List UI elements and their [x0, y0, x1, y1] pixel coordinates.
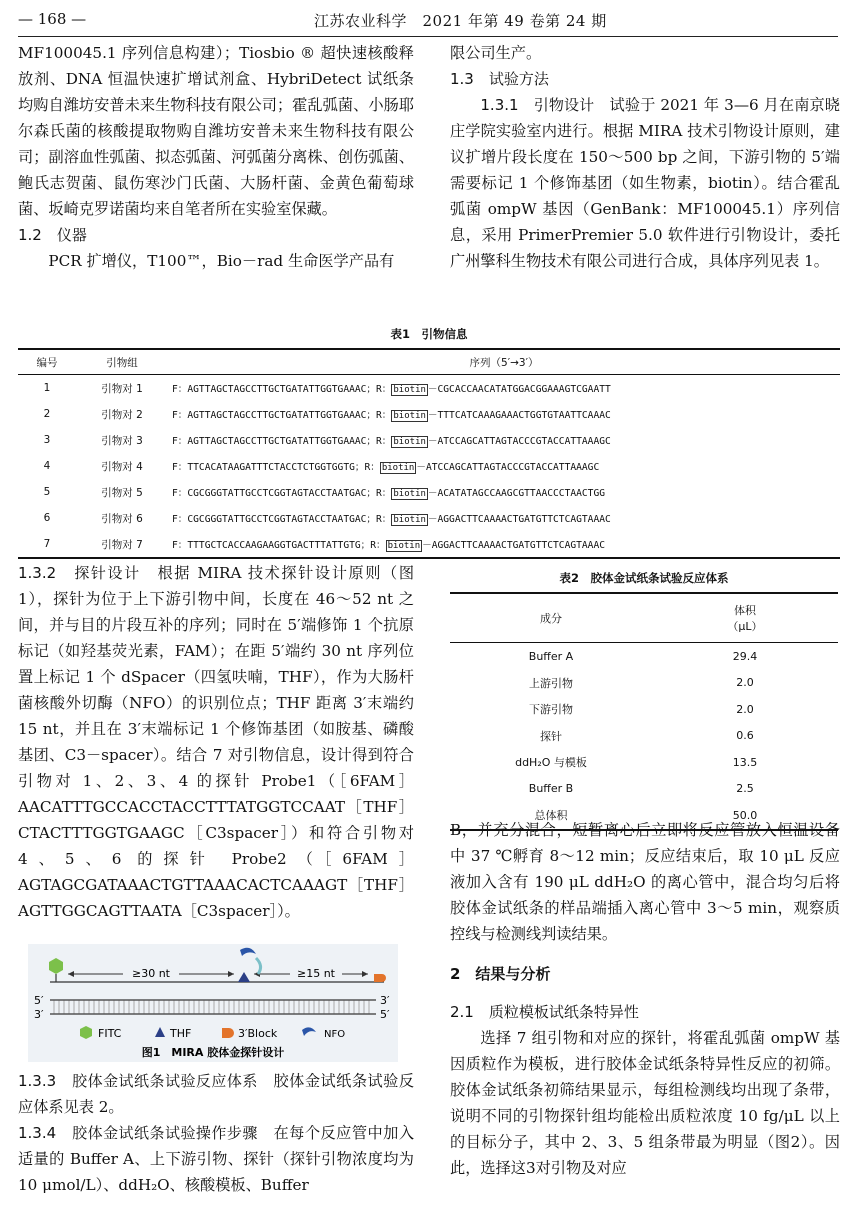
left-column-top — [18, 40, 414, 274]
primer-sequence — [168, 453, 840, 479]
table-row — [450, 696, 838, 723]
materials-paragraph: MF100045.1 序列信息构建）；Tiosbio ® 超快速核酸释放剂、DNA 恒温快速扩增试剂盒、HybriDetect 试纸条均购自潍坊安普未来生物科技有限公司；霍乱弧菌、小肠耶尔森氏菌的核酸提取物购自潍坊安普未来生物科技有限公司；副溶血性弧菌、拟态弧菌、河弧菌分离株、创伤弧菌、鲍氏志贺菌、鼠伤寒沙门氏菌、大肠杆菌、金黄色葡萄球菌、坂崎克罗诺菌均来自笔者所在实验室保藏。 — [18, 44, 414, 218]
table-row — [18, 401, 840, 427]
legend-nfo: NFO — [324, 1029, 346, 1040]
biotin-tag: biotin — [393, 411, 426, 421]
primer-sequence — [168, 427, 840, 453]
end-5-top: 5′ — [34, 994, 44, 1007]
reverse-primer: －CGCACCAACATATGGACGGAAAGTCGAATT — [427, 384, 611, 395]
reverse-primer: －ACATATAGCCAAGCGTTAACCCTAACTGG — [427, 488, 606, 499]
end-3-bottom: 3′ — [34, 1008, 44, 1021]
primer-no: 3 — [43, 434, 51, 446]
component-name: 下游引物 — [529, 703, 573, 717]
right-column-top — [450, 40, 840, 274]
forward-primer: F：TTCACATAAGATTTCTACCTCTGGTGGTG；R： — [172, 462, 380, 473]
table-row — [450, 643, 838, 670]
legend-fitc: FITC — [98, 1027, 122, 1040]
left-column-bottom — [18, 1068, 414, 1198]
component-name: 总体积 — [450, 802, 652, 830]
section-1-3-3-heading: 1.3.3 胶体金试纸条试验反应体系 — [18, 1072, 258, 1090]
component-volume: 29.4 — [732, 649, 758, 663]
forward-primer: F：AGTTAGCTAGCCTTGCTGATATTGGTGAAAC；R： — [172, 384, 392, 395]
primer-no: 6 — [43, 512, 51, 524]
table2-caption: 表2 胶体金试纸条试验反应体系 — [559, 571, 729, 585]
component-name: Buffer B — [528, 782, 574, 796]
operation-paragraph: 在每个反应管中加入适量的 Buffer A、上下游引物、探针（探针引物浓度均为 10 μmol/L）、ddH₂O、核酸模板、Buffer — [18, 1124, 415, 1194]
end-3-top: 3′ — [380, 994, 390, 1007]
reverse-primer: －AGGACTTCAAAACTGATGTTCTCAGTAAAC — [422, 540, 606, 551]
primer-no: 2 — [43, 408, 51, 420]
figure1-caption: 图1 MIRA 胶体金探针设计 — [141, 1046, 285, 1059]
legend-thf: THF — [170, 1027, 192, 1040]
table-row — [18, 453, 840, 479]
table1-header-group: 引物组 — [76, 349, 168, 375]
primer-no: 5 — [43, 486, 51, 498]
operation-paragraph-cont: B，并充分混合，短暂离心后立即将反应管放入恒温设备中 37 ℃孵育 8～12 min；反应结束后，取 10 μL 反应液加入含有 190 μL ddH₂O 的离心管中，混合均匀后将胶体金试纸条的样品端插入离心管中 3～5 min，观察质控线与检测线判读结果。 — [450, 821, 840, 943]
legend-block: 3′Block — [238, 1027, 278, 1040]
section-1-3-heading: 1.3 试验方法 — [450, 70, 549, 88]
biotin-tag: biotin — [393, 385, 426, 395]
right-column-bottom — [450, 817, 840, 1181]
primer-sequence — [168, 531, 840, 558]
forward-primer: F：CGCGGGTATTGCCTCGGTAGTACCTAATGAC；R： — [172, 514, 392, 525]
biotin-tag: biotin — [393, 489, 426, 499]
reverse-primer: －TTTCATCAAAGAAACTGGTGTAATTCAAAC — [427, 410, 611, 421]
probe-design-diagram — [28, 944, 398, 1062]
table-row — [18, 427, 840, 453]
table-row — [450, 776, 838, 803]
reverse-primer: －ATCCAGCATTAGTACCCGTACCATTAAAGC — [427, 436, 611, 447]
table1-header-no: 编号 — [18, 349, 76, 375]
left-column-middle — [18, 560, 414, 924]
table2-header-component: 成分 — [450, 593, 652, 643]
primer-group: 引物对 7 — [76, 531, 168, 558]
journal-title: 江苏农业科学 2021 年第 49 卷第 24 期 — [314, 12, 607, 30]
primer-group: 引物对 6 — [101, 512, 143, 525]
component-volume: 2.5 — [736, 782, 754, 796]
reverse-primer: －ATCCAGCATTAGTACCCGTACCATTAAAGC — [416, 462, 600, 473]
left-length-label: ≥30 nt — [132, 967, 170, 980]
probe-design-paragraph: 根据 MIRA 技术探针设计原则（图1），探针为位于上下游引物中间，长度在 46～52 nt 之间，并与目的片段互补的序列；同时在 5′端修饰 1 个抗原标记（如羟基荧光素，FAM）；在距 5′端约 30 nt 序列位置上标记 1 个 dSpacer（四氢呋喃，THF），作为大肠杆菌核酸外切酶（NFO）的识别位点；THF 距离 3′末端约 15 nt，并且在 3′末端标记 1 个修饰基团（如胺基、磷酸基团、C3－spacer）。结合 7 对引物信息，设计得到符合引物对 1、2、3、4 的探针 Probe1（［6FAM］AACATTTGCCACCTACCTTTATGGTCCAAT［THF］CTACTTTGGTGAAGC［C3spacer］）和符合引物对 4、5、6 的探针 Probe2（［6FAM］AGTAGCGATAAACTGTTAAACACTCAAAGT［THF］AGTTGGCAGTTAATA［C3spacer］）。 — [18, 564, 415, 920]
block-marker — [374, 974, 386, 982]
biotin-tag: biotin — [387, 541, 421, 551]
legend-block-icon — [222, 1028, 234, 1038]
table-row — [18, 479, 840, 505]
component-volume: 0.6 — [736, 729, 754, 743]
component-volume: 2.0 — [736, 676, 754, 690]
section-1-2-heading: 1.2 仪器 — [18, 226, 87, 244]
reverse-primer: －AGGACTTCAAAACTGATGTTCTCAGTAAAC — [427, 514, 611, 525]
forward-primer: F：AGTTAGCTAGCCTTGCTGATATTGGTGAAAC；R： — [172, 436, 392, 447]
right-length-label: ≥15 nt — [297, 967, 335, 980]
forward-primer: F：CGCGGGTATTGCCTCGGTAGTACCTAATGAC；R： — [172, 488, 392, 499]
section-1-3-1-heading: 1.3.1 引物设计 — [480, 96, 595, 114]
section-2-1-heading: 2.1 质粒模板试纸条特异性 — [450, 1003, 639, 1021]
header-rule — [18, 36, 838, 37]
reaction-table — [450, 592, 838, 831]
table1-caption: 表1 引物信息 — [390, 327, 468, 341]
figure1 — [28, 944, 398, 1062]
page-header — [18, 6, 838, 34]
forward-primer: F：TTTGCTCACCAAGAAGGTGACTTTATTGTG；R： — [172, 540, 386, 551]
biotin-tag: biotin — [393, 515, 426, 525]
biotin-tag: biotin — [381, 463, 415, 473]
table-row — [18, 531, 840, 558]
instrument-paragraph: PCR 扩增仪，T100™，Bio－rad 生命医学产品有 — [48, 252, 395, 270]
table-row — [450, 670, 838, 697]
primer-group: 引物对 5 — [101, 486, 143, 499]
component-volume: 13.5 — [732, 755, 758, 769]
primer-design-paragraph: 试验于 2021 年 3—6 月在南京晓庄学院实验室内进行。根据 MIRA 技术引物设计原则，建议扩增片段长度在 150～500 bp 之间，下游引物的 5′端需要标记 1 个修饰基团（如生物素，biotin）。结合霍乱弧菌 ompW 基因（GenBank：MF100045.1）序列信息，采用 PrimerPremier 5.0 软件进行引物设计，委托广州擎科生物技术有限公司进行合成，具体序列见表 1。 — [450, 96, 840, 270]
primer-no: 1 — [43, 382, 51, 394]
primer-group: 引物对 2 — [101, 408, 143, 421]
primer-sequence — [168, 401, 840, 427]
primer-no: 4 — [43, 460, 51, 472]
primer-no: 7 — [18, 531, 76, 558]
component-name: Buffer A — [528, 649, 574, 663]
component-volume: 2.0 — [736, 702, 754, 716]
primer-sequence — [168, 375, 840, 402]
end-5-bottom: 5′ — [380, 1008, 390, 1021]
section-1-3-2-heading: 1.3.2 探针设计 — [18, 564, 141, 582]
biotin-tag: biotin — [393, 437, 426, 447]
right-continuation: 限公司生产。 — [450, 44, 542, 62]
table-row — [450, 749, 838, 776]
table2-header-unit: （μL） — [727, 620, 763, 633]
component-volume: 50.0 — [652, 802, 838, 830]
component-name: 上游引物 — [529, 676, 573, 690]
primer-sequence — [168, 479, 840, 505]
primer-sequence — [168, 505, 840, 531]
component-name: 探针 — [540, 729, 562, 743]
table2-header-volume — [652, 593, 838, 643]
table-row — [18, 375, 840, 402]
primer-group: 引物对 3 — [101, 434, 143, 447]
forward-primer: F：AGTTAGCTAGCCTTGCTGATATTGGTGAAAC；R： — [172, 410, 392, 421]
table1-header-seq: 序列（5′→3′） — [168, 349, 840, 375]
section-1-3-4-heading: 1.3.4 胶体金试纸条试验操作步骤 — [18, 1124, 258, 1142]
primer-group: 引物对 4 — [101, 460, 143, 473]
table-row — [18, 505, 840, 531]
primer-table — [18, 348, 840, 559]
component-name: ddH₂O 与模板 — [515, 756, 587, 770]
primer-group: 引物对 1 — [101, 382, 143, 395]
table2-header-vol: 体积 — [734, 604, 756, 617]
page-number: — 168 — — [18, 10, 87, 28]
table-row — [450, 723, 838, 750]
section-2-heading: 2 结果与分析 — [450, 965, 551, 983]
results-paragraph: 选择 7 组引物和对应的探针，将霍乱弧菌 ompW 基因质粒作为模板，进行胶体金试纸条特异性反应的初筛。胶体金试纸条初筛结果显示，每组检测线均出现了条带，说明不同的引物探针组均能检出质粒浓度 10 fg/μL 以上的目标分子，其中 2、3、5 组条带最为明显（图2）。因此，选择这3对引物及对应 — [450, 1029, 840, 1177]
reaction-system-paragraph: 胶体金试纸条试验反应体系见表 2。 — [18, 1072, 415, 1116]
